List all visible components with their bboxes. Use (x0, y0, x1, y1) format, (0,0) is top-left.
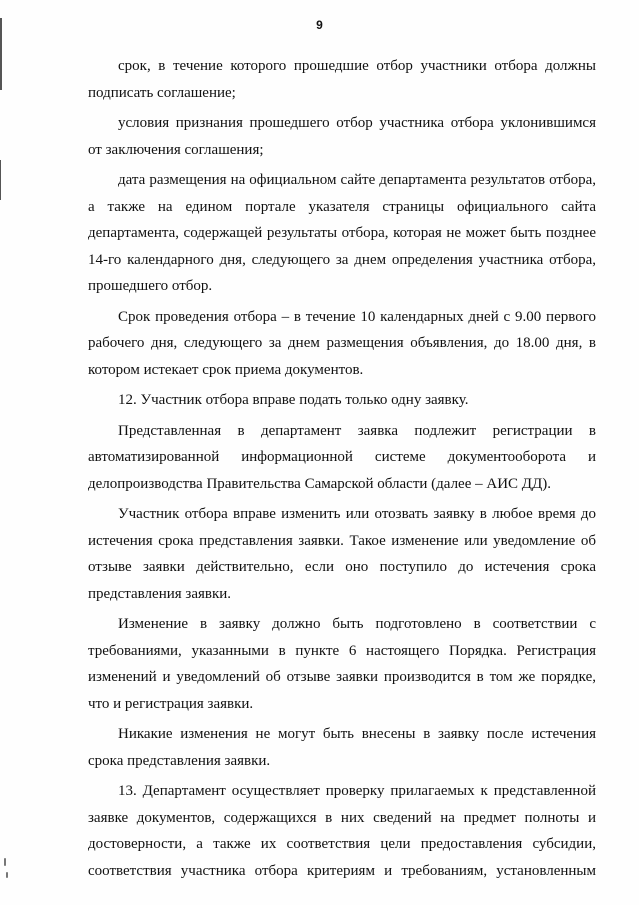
paragraph: Никакие изменения не могут быть внесены в заявку после истечения срока представления заявки. (88, 726, 596, 769)
document-body (88, 53, 596, 888)
paragraph: 13. Департамент осуществляет проверку прилагаемых к представленной заявке документов, содержащихся в них сведений на предмет полноты и достоверности, а также их соответствия цели предоставления субсидии, соответствия участника отбора критериям и требованиям, установленным (88, 783, 596, 879)
paragraph: Представленная в департамент заявка подлежит регистрации в автоматизированной информационной системе документооборота и делопроизводства Правительства Самарской области (далее – АИС ДД). (88, 422, 596, 492)
paragraph: Срок проведения отбора – в течение 10 календарных дней с 9.00 первого рабочего дня, следующего за днем размещения объявления, до 18.00 дня, в котором истекает срок приема документов. (88, 308, 596, 378)
paragraph: Участник отбора вправе изменить или отозвать заявку в любое время до истечения срока представления заявки. Такое изменение или уведомление об отзыве заявки действительно, если оно поступило до истечения срока представления заявки. (88, 506, 596, 602)
paragraph: срок, в течение которого прошедшие отбор участники отбора должны подписать соглашение; (88, 58, 596, 101)
paragraph: Изменение в заявку должно быть подготовлено в соответствии с требованиями, указанными в пункте 6 настоящего Порядка. Регистрация изменений и уведомлений об отзыве заявки производится в том же порядке, что и регистрация заявки. (88, 616, 596, 712)
paragraph: 12. Участник отбора вправе подать только одну заявку. (118, 392, 469, 408)
paragraph: условия признания прошедшего отбор участника отбора уклонившимся от заключения соглашения; (88, 115, 596, 158)
scan-speck (4, 858, 6, 866)
paragraph: дата размещения на официальном сайте департамента результатов отбора, а также на едином портале указателя страницы официального сайта департамента, содержащей результаты отбора, которая не может быть позднее 14-го календарного дня, следующего за днем определения участника отбора, прошедшего отбор. (88, 172, 596, 294)
scan-edge-mark (0, 160, 1, 200)
scan-speck (6, 872, 8, 878)
page-number: 9 (316, 18, 323, 32)
